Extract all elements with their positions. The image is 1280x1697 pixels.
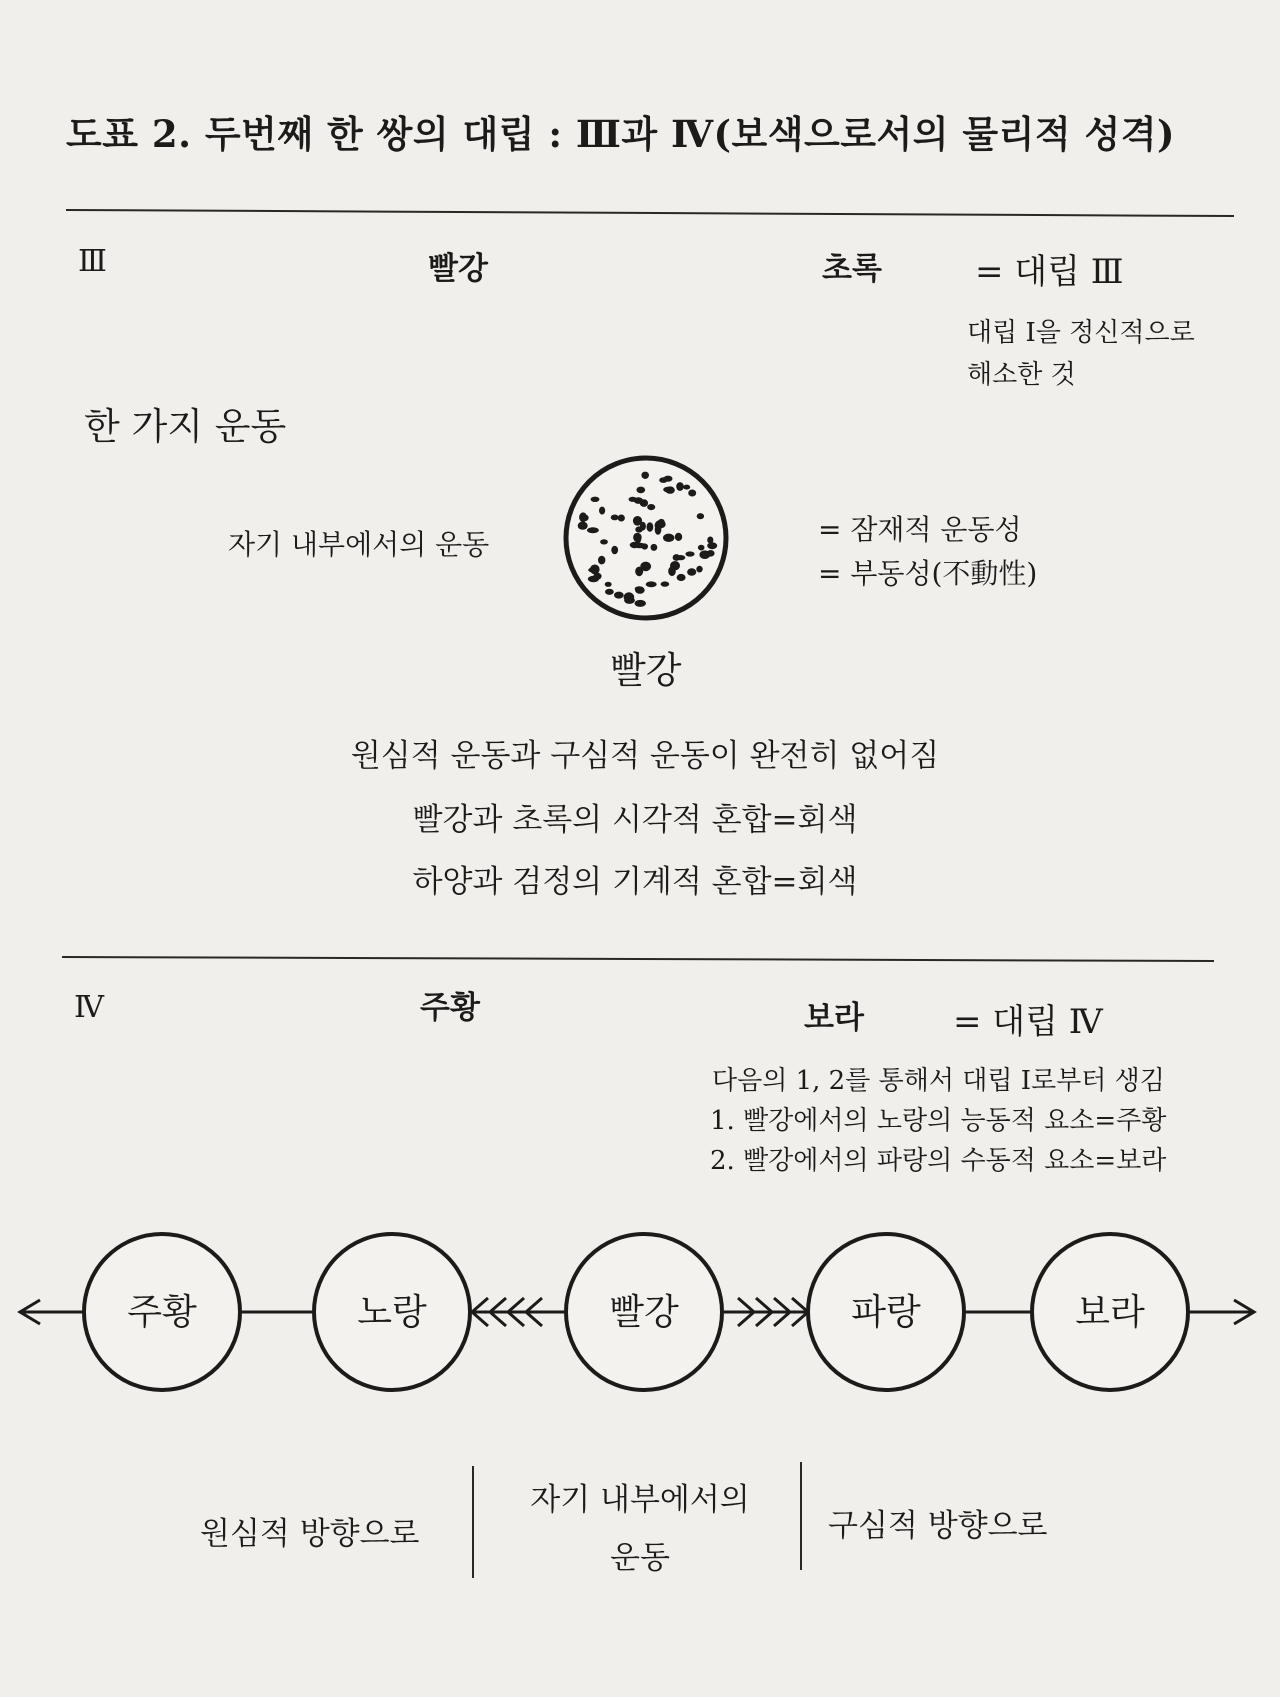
section-iv-note-2: 2. 빨강에서의 파랑의 수동적 요소=보라: [710, 1146, 1167, 1176]
speckle-dot: [605, 582, 612, 587]
section-iii-red-heading: 빨강: [428, 251, 488, 287]
section-iv-violet-heading: 보라: [804, 1000, 864, 1036]
speckle-dot: [618, 515, 625, 522]
red-dotted-circle: [560, 452, 732, 624]
inner-movement-line2: 운동: [610, 1540, 670, 1576]
speckle-dot: [611, 515, 619, 521]
red-circle-label: 빨강: [610, 649, 682, 692]
speckle-dot: [614, 592, 624, 599]
latent-motion-label: = 잠재적 운동성: [818, 513, 1022, 546]
speckle-dot: [599, 507, 605, 515]
speckle-dot: [598, 556, 605, 565]
centrifugal-direction-label: 원심적 방향으로: [200, 1516, 420, 1552]
bottom-divider-left: [472, 1466, 474, 1578]
middle-divider: [62, 956, 1214, 962]
right-outer-arrow: [1186, 1300, 1254, 1324]
section-iii-equation: = 대립 Ⅲ: [975, 252, 1124, 292]
speckle-dot: [698, 545, 705, 551]
speckle-dot: [677, 574, 686, 581]
speckle-dot: [635, 600, 646, 607]
speckle-dot: [633, 533, 642, 542]
speckle-dot: [688, 490, 696, 497]
speckle-dot: [591, 497, 600, 502]
speckle-dot: [685, 551, 694, 556]
speckle-dot: [624, 592, 635, 602]
centripetal-direction-label: 구심적 방향으로: [828, 1508, 1048, 1544]
speckle-dot: [578, 522, 588, 530]
statement-3: 하양과 검정의 기계적 혼합=회색: [412, 864, 858, 900]
speckle-dot: [640, 562, 651, 572]
speckle-dot: [651, 544, 658, 551]
chain-label-orange: 주황: [127, 1292, 197, 1333]
chain-label-red: 빨강: [609, 1292, 679, 1333]
speckle-dot: [605, 589, 614, 595]
speckle-dot: [687, 568, 696, 576]
speckle-dot: [707, 550, 715, 557]
speckle-dot: [675, 533, 682, 541]
speckle-dot: [655, 525, 662, 535]
top-divider: [66, 209, 1234, 217]
color-chain-diagram: [0, 1220, 1280, 1420]
speckle-dot: [659, 477, 667, 483]
speckle-dot: [670, 561, 680, 570]
page-title: 도표 2. 두번째 한 쌍의 대립 : Ⅲ과 Ⅳ(보색으로서의 물리적 성격): [66, 112, 1175, 156]
speckle-dot: [641, 472, 649, 479]
speckle-dot: [588, 576, 599, 582]
speckle-dot: [697, 513, 704, 519]
speckle-dot: [600, 539, 608, 544]
section-iv-note-0: 다음의 1, 2를 통해서 대립 Ⅰ로부터 생김: [712, 1066, 1165, 1096]
section-iv-note-1: 1. 빨강에서의 노랑의 능동적 요소=주황: [710, 1106, 1167, 1136]
speckle-dot: [635, 586, 644, 591]
statement-2: 빨강과 초록의 시각적 혼합=회색: [412, 802, 858, 838]
speckle-dot: [696, 566, 702, 573]
speckle-dot: [647, 504, 655, 510]
speckle-dot: [587, 527, 599, 533]
speckle-dot: [707, 537, 713, 544]
connector-yellow-red-chevrons: [470, 1298, 566, 1326]
speckle-dot: [646, 581, 657, 587]
speckle-dot: [676, 482, 684, 491]
speckle-dot: [663, 534, 674, 542]
left-outer-arrow: [20, 1300, 86, 1324]
speckle-dot: [629, 497, 637, 502]
section-iii-subtitle: 한 가지 운동: [84, 405, 287, 448]
section-iii-note-1: 대립 Ⅰ을 정신적으로: [967, 318, 1195, 348]
chain-label-violet: 보라: [1075, 1292, 1145, 1333]
speckle-dot: [633, 516, 642, 526]
speckle-dot: [590, 565, 600, 575]
section-iii-note-2: 해소한 것: [967, 360, 1076, 390]
chain-label-yellow: 노랑: [357, 1292, 427, 1333]
connector-red-blue-chevrons: [724, 1298, 808, 1326]
statement-1: 원심적 운동과 구심적 운동이 완전히 없어짐: [350, 738, 940, 774]
speckle-dot: [658, 519, 665, 525]
inner-movement-label: 자기 내부에서의 운동: [228, 528, 490, 561]
section-iii-numeral: Ⅲ: [78, 244, 107, 279]
section-iv-equation: = 대립 Ⅳ: [953, 1002, 1103, 1042]
speckle-dot: [661, 581, 670, 586]
speckle-dot: [640, 499, 648, 507]
chain-node-orange: [84, 1234, 240, 1390]
chain-node-red: [566, 1234, 722, 1390]
speckle-dot: [707, 542, 717, 549]
speckle-dot: [634, 543, 645, 549]
speckle-dot: [579, 512, 587, 522]
section-iv-numeral: Ⅳ: [74, 990, 104, 1025]
speckle-dot: [673, 554, 681, 561]
section-iii-green-heading: 초록: [822, 251, 882, 287]
section-iv-orange-heading: 주황: [420, 990, 480, 1026]
speckle-dot: [611, 546, 618, 555]
chain-label-blue: 파랑: [851, 1292, 921, 1333]
speckle-dot: [683, 485, 690, 490]
inner-movement-line1: 자기 내부에서의: [530, 1482, 750, 1518]
chain-node-blue: [808, 1234, 964, 1390]
immobility-label: = 부동성(不動性): [818, 557, 1038, 590]
speckle-dot: [636, 487, 645, 494]
speckle-dot: [663, 487, 673, 493]
chain-node-yellow: [314, 1234, 470, 1390]
chain-node-violet: [1032, 1234, 1188, 1390]
speckle-dot: [647, 522, 654, 531]
bottom-divider-right: [800, 1462, 802, 1570]
